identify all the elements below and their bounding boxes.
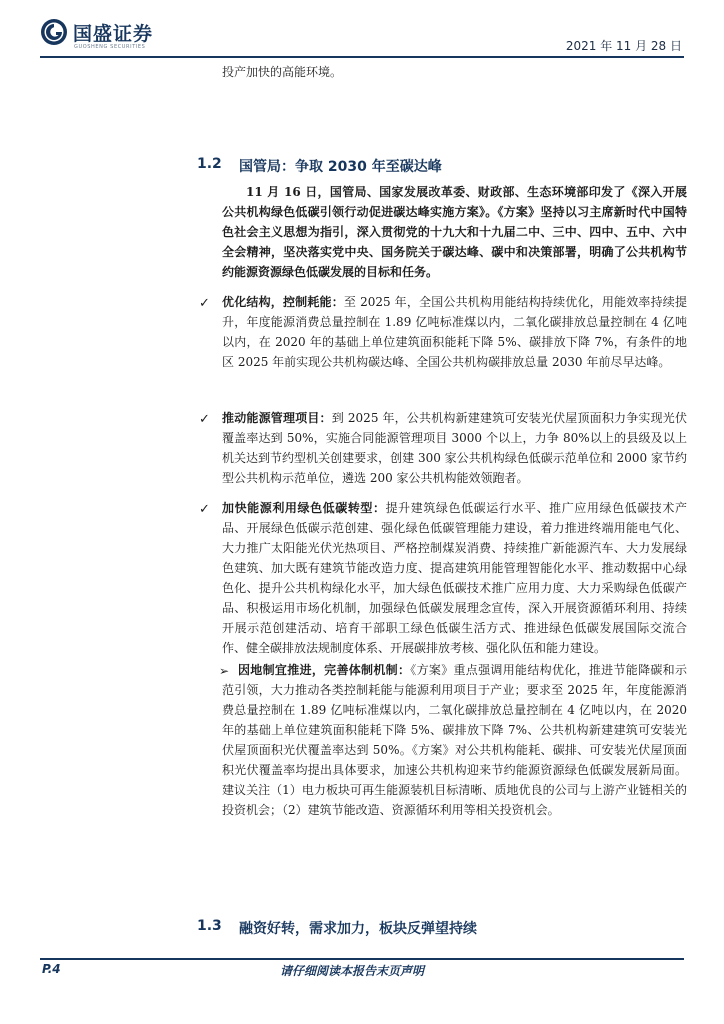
check-icon: ✓ xyxy=(199,412,210,427)
bullet-paragraph xyxy=(222,498,687,658)
brand-name: 国盛证券 xyxy=(73,23,154,45)
page-header xyxy=(0,0,724,60)
footer-disclaimer: 请仔细阅读本报告末页声明 xyxy=(280,964,425,978)
recommendation-body: 《方案》重点强调用能结构优化，推进节能降碳和示范引领，大力推动各类控制耗能与能源利用项目于产业；要求至 2025 年，年度能源消费总量控制在 1.89 亿吨标准煤以内，二氧化碳排放总量控制在 4 亿吨以内，在 2020 年的基础上单位建筑面积能耗下降 5%、碳排放下降 7%、公共机构新建建筑可安装光伏屋顶面积光伏覆盖率达到 50%。《方案》对公共机构能耗、碳排、可安装光伏屋顶面积光伏覆盖率均提出具体要求，加速公共机构迎来节约能源资源绿色低碳发展新局面。建议关注（1）电力板块可再生能源装机目标清晰、质地优良的公司与上游产业链相关的投资机会；（2）建筑节能改造、资源循环利用等相关投资机会。 xyxy=(222,663,687,817)
bullet-body: 提升建筑绿色低碳运行水平、推广应用绿色低碳技术产品、开展绿色低碳示范创建、强化绿色低碳管理能力建设，着力推进终端用能电气化、大力推广太阳能光伏光热项目、严格控制煤炭消费、持续推广新能源汽车、大力发展绿色建筑、加大既有建筑节能改造力度、提高建筑用能管理智能化水平、推动数据中心绿色化、提升公共机构绿化水平，加大绿色低碳技术推广应用力度、大力采购绿色低碳产品、积极运用市场化机制，加强绿色低碳发展理念宣传，深入开展资源循环利用、持续开展示范创建活动、培育干部职工绿色低碳生活方式、推进绿色低碳发展国际交流合作、健全碳排放法规制度体系、开展碳排放考核、强化队伍和能力建设。 xyxy=(222,501,687,655)
section-title: 国管局：争取 2030 年至碳达峰 xyxy=(239,159,442,175)
report-date: 2021 年 11 月 28 日 xyxy=(565,39,682,53)
page-number: P.4 xyxy=(42,962,61,976)
section-number: 1.2 xyxy=(197,156,222,172)
guosheng-logo-icon xyxy=(40,18,68,46)
recommendation-title: 因地制宜推进，完善体制机制： xyxy=(238,663,411,677)
intro-paragraph: 投产加快的高能环境。 xyxy=(222,65,343,79)
brand-logo xyxy=(40,18,210,58)
bullet-body: 到 2025 年，公共机构新建建筑可安装光伏屋顶面积力争实现光伏覆盖率达到 50%，实施合同能源管理项目 3000 个以上，力争 80%以上的县级及以上机关达到节约型机关创建要求，创建 300 家公共机构绿色低碳示范单位和 2000 家节约型公共机构示范单位，遴选 200 家公共机构能效领跑者。 xyxy=(222,411,687,485)
bullet-title: 加快能源利用绿色低碳转型： xyxy=(222,501,386,515)
section-title: 融资好转，需求加力，板块反弹望持续 xyxy=(239,921,477,937)
recommendation-paragraph xyxy=(222,660,687,820)
arrow-bullet-icon: ➢ xyxy=(219,664,230,678)
check-icon: ✓ xyxy=(199,502,210,517)
bullet-body: 至 2025 年，全国公共机构用能结构持续优化，用能效率持续提升，年度能源消费总量控制在 1.89 亿吨标准煤以内，二氧化碳排放总量控制在 4 亿吨以内，在 2020 年的基础上单位建筑面积能耗下降 5%、碳排放下降 7%，有条件的地区 2025 年前实现公共机构碳达峰、全国公共机构碳排放总量 2030 年前尽早达峰。 xyxy=(222,295,687,369)
footer-rule xyxy=(40,958,684,960)
bullet-paragraph xyxy=(222,292,687,372)
bullet-paragraph xyxy=(222,408,687,488)
bullet-title: 推动能源管理项目： xyxy=(222,411,332,425)
section-number: 1.3 xyxy=(197,918,222,934)
bullet-title: 优化结构，控制耗能： xyxy=(222,295,344,309)
header-rule xyxy=(40,56,684,58)
brand-subtitle: GUOSHENG SECURITIES xyxy=(74,44,146,50)
check-icon: ✓ xyxy=(199,296,210,311)
lead-paragraph: 11 月 16 日，国管局、国家发展改革委、财政部、生态环境部印发了《深入开展公共机构绿色低碳引领行动促进碳达峰实施方案》。《方案》坚持以习主席新时代中国特色社会主义思想为指引，深入贯彻党的十九大和十九届二中、三中、四中、五中、六中全会精神，坚决落实党中央、国务院关于碳达峰、碳中和决策部署，明确了公共机构节约能源资源绿色低碳发展的目标和任务。 xyxy=(222,185,687,279)
